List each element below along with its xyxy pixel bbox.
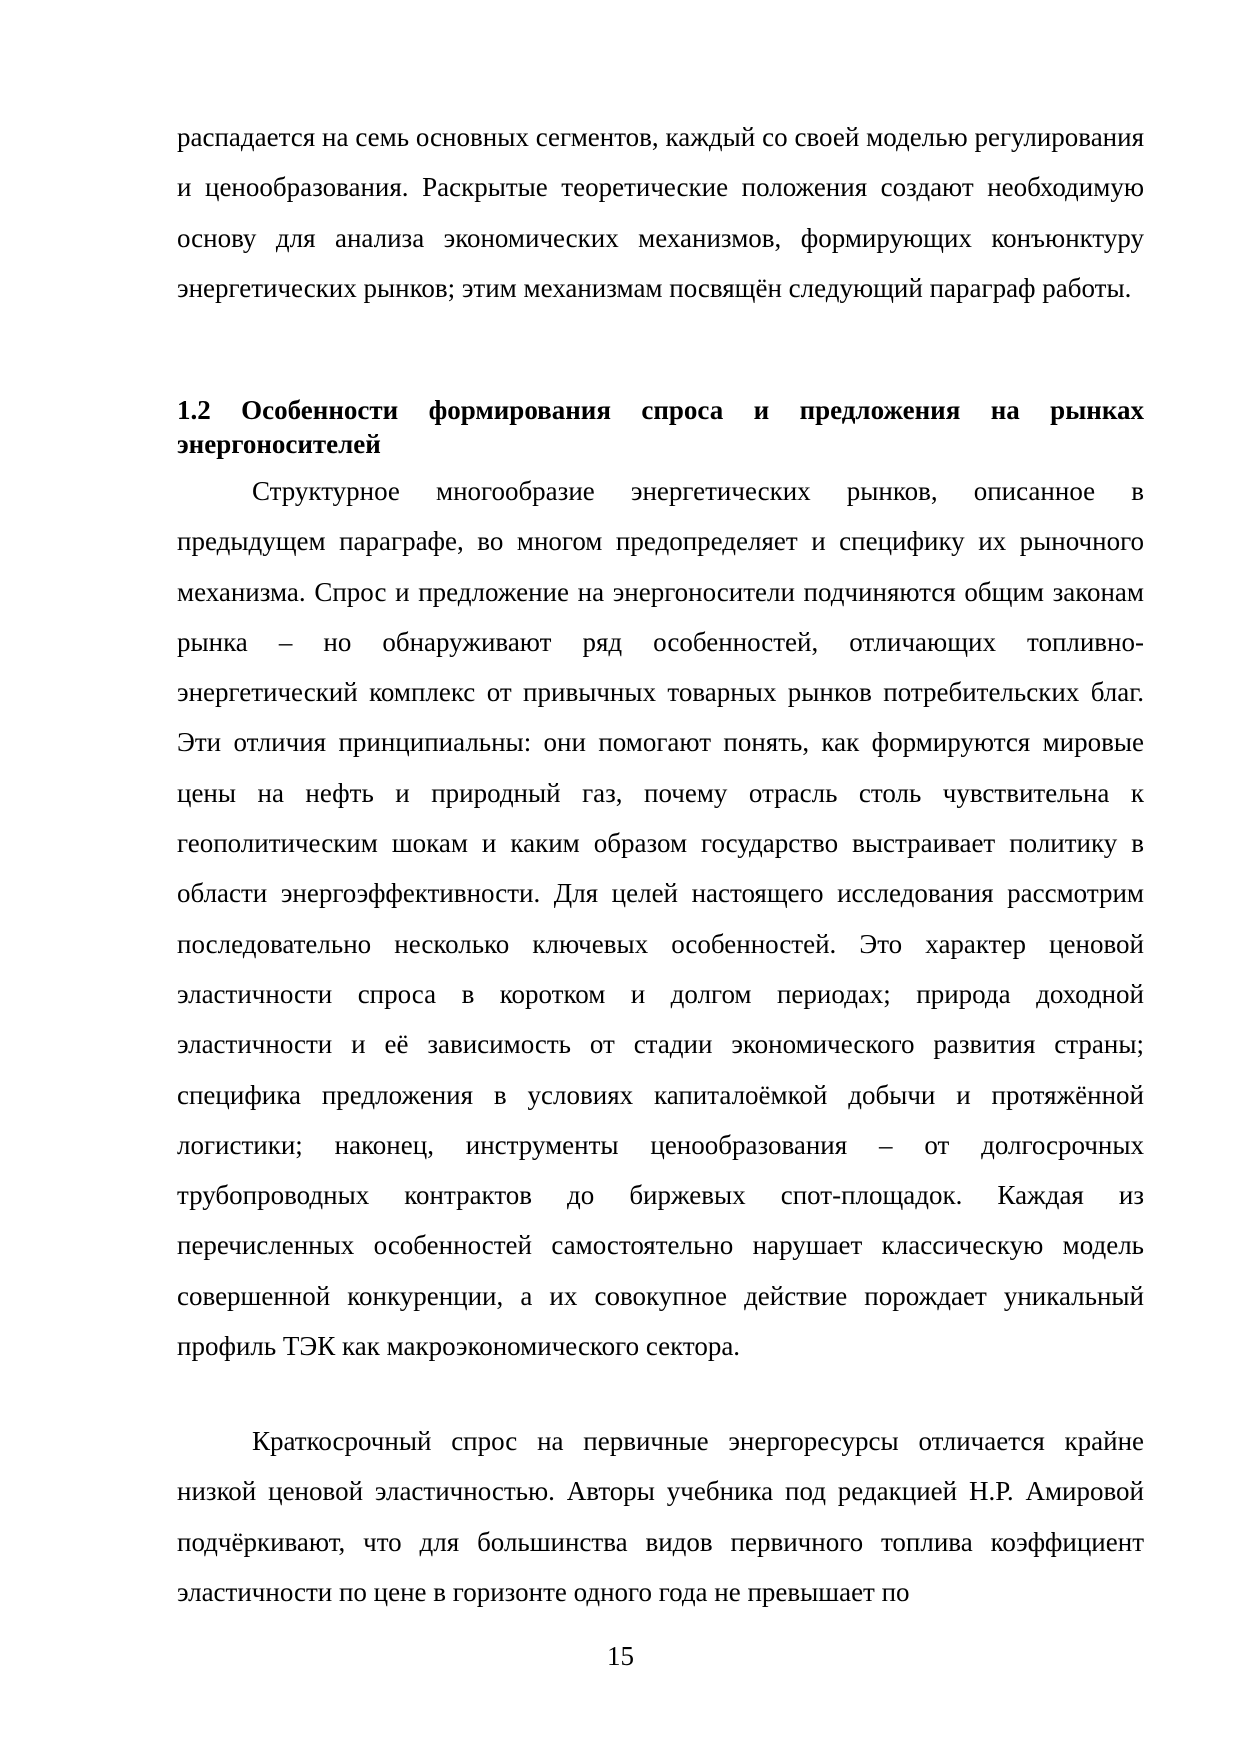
page-number: 15 bbox=[607, 1641, 634, 1671]
paragraph-continuation: распадается на семь основных сегментов, каждый со своей моделью регулирования и ценообразования. Раскрытые теоретические положения создают необходимую основу для анализа экономических механизмов, формирующих конъюнктуру энергетических рынков; этим механизмам посвящён следующий параграф работы. bbox=[177, 122, 1144, 303]
paragraph-structural-diversity: Структурное многообразие энергетических рынков, описанное в предыдущем параграфе, во многом предопределяет и специфику их рыночного механизма. Спрос и предложение на энергоносители подчиняются общим законам рынка – но обнаруживают ряд особенностей, отличающих топливно-энергетический комплекс от привычных товарных рынков потребительских благ. Эти отличия принципиальны: они помогают понять, как формируются мировые цены на нефть и природный газ, почему отрасль столь чувствительна к геополитическим шокам и каким образом государство выстраивает политику в области энергоэффективности. Для целей настоящего исследования рассмотрим последовательно несколько ключевых особенностей. Это характер ценовой эластичности спроса в коротком и долгом периодах; природа доходной эластичности и её зависимость от стадии экономического развития страны; специфика предложения в условиях капиталоёмкой добычи и протяжённой логистики; наконец, инструменты ценообразования – от долгосрочных трубопроводных контрактов до биржевых спот-площадок. Каждая из перечисленных особенностей самостоятельно нарушает классическую модель совершенной конкуренции, а их совокупное действие порождает уникальный профиль ТЭК как макроэкономического сектора. bbox=[177, 476, 1144, 1362]
section-heading: 1.2 Особенности формирования спроса и предложения на рынках энергоносителей bbox=[177, 395, 1144, 459]
paragraph-short-term-demand: Краткосрочный спрос на первичные энергоресурсы отличается крайне низкой ценовой эластичностью. Авторы учебника под редакцией Н.Р. Амировой подчёркивают, что для большинства видов первичного топлива коэффициент эластичности по цене в горизонте одного года не превышает по bbox=[177, 1426, 1144, 1607]
